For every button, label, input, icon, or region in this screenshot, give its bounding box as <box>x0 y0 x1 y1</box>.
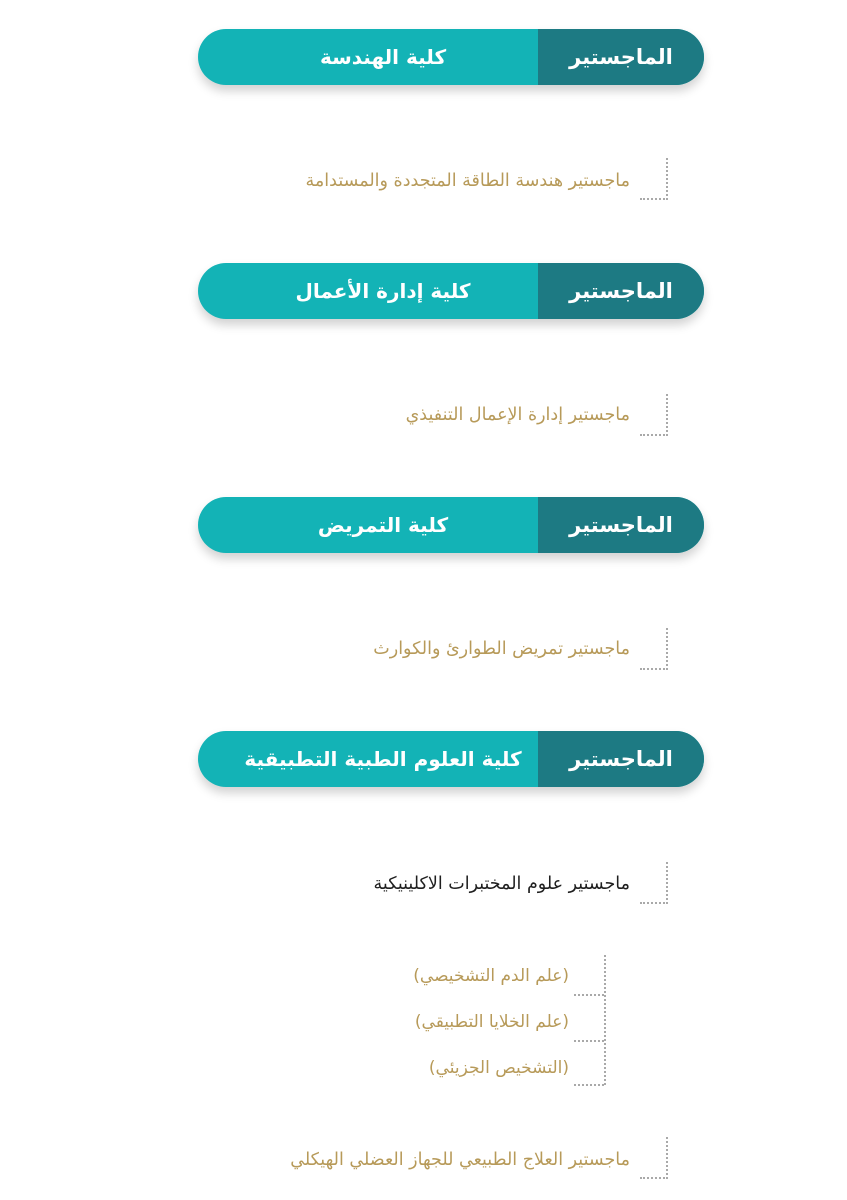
track-connector <box>574 994 604 996</box>
degree-label: الماجستير <box>538 29 704 85</box>
track-item: (علم الدم التشخيصي) <box>413 966 569 986</box>
bracket-connector <box>640 1137 668 1179</box>
bracket-connector <box>640 862 668 904</box>
program-item: ماجستير علوم المختبرات الاكلينيكية <box>373 874 630 894</box>
degree-label: الماجستير <box>538 497 704 553</box>
program-item: ماجستير إدارة الإعمال التنفيذي <box>405 405 630 425</box>
program-item: ماجستير العلاج الطبيعي للجهاز العضلي الهيكلي <box>290 1150 630 1170</box>
program-item: ماجستير تمريض الطوارئ والكوارث <box>373 639 630 659</box>
bracket-connector <box>640 158 668 200</box>
degree-label: الماجستير <box>538 263 704 319</box>
college-header-business <box>198 263 704 319</box>
college-title: كلية العلوم الطبية التطبيقية <box>244 747 522 771</box>
track-connector <box>574 1084 604 1086</box>
track-connector <box>574 1040 604 1042</box>
college-title: كلية إدارة الأعمال <box>295 279 471 303</box>
college-title: كلية التمريض <box>317 513 449 537</box>
track-item: (التشخيص الجزيئي) <box>428 1058 569 1078</box>
bracket-connector <box>640 628 668 670</box>
program-item: ماجستير هندسة الطاقة المتجددة والمستدامة <box>305 171 630 191</box>
college-header-engineering <box>198 29 704 85</box>
degree-label: الماجستير <box>538 731 704 787</box>
college-header-nursing <box>198 497 704 553</box>
college-title: كلية الهندسة <box>319 45 447 69</box>
bracket-connector <box>640 394 668 436</box>
college-header-applied-medical-sciences <box>198 731 704 787</box>
track-item: (علم الخلايا التطبيقي) <box>414 1012 569 1032</box>
tracks-bracket <box>574 955 606 1085</box>
